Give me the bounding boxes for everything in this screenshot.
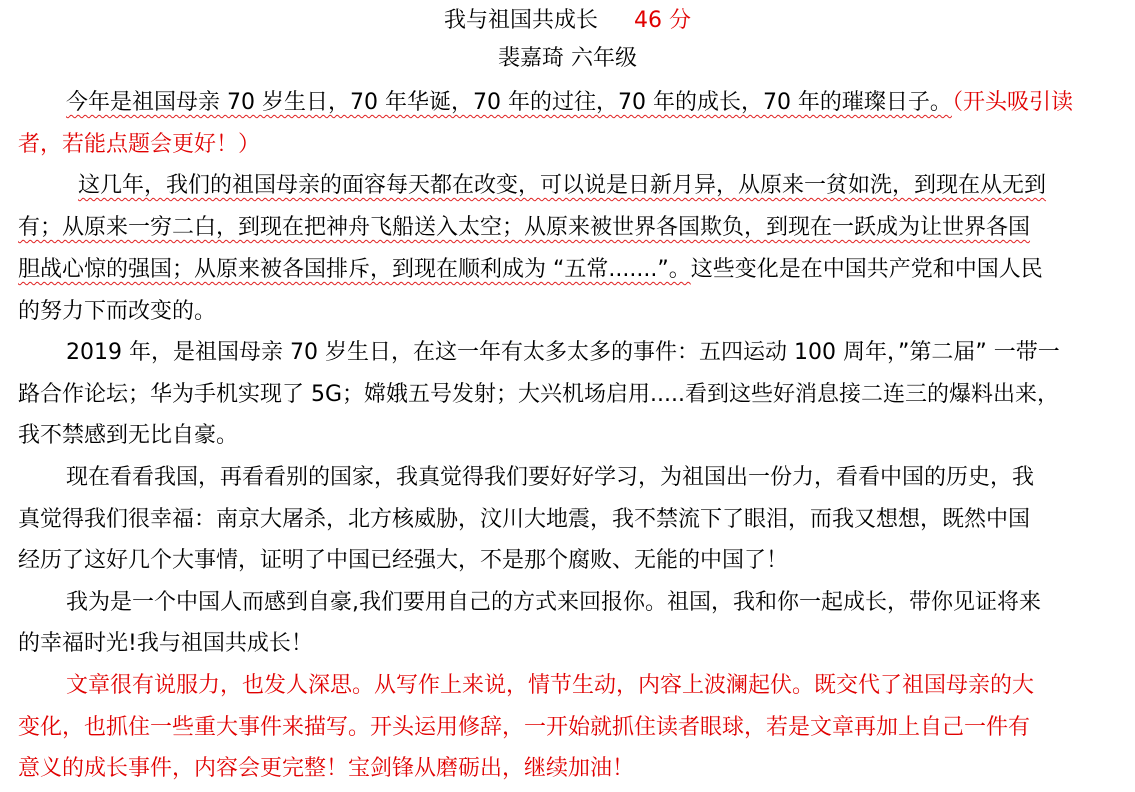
paragraph2-line4: 的努力下而改变的。 — [18, 299, 217, 324]
teacher-comment-line2: 变化，也抓住一些重大事件来描写。开头运用修辞，一开始就抓住读者眼球，若是文章再加上自己一件有 — [18, 715, 1031, 740]
paragraph4-line3: 经历了这好几个大事情，证明了中国已经强大，不是那个腐败、无能的中国了！ — [18, 548, 789, 573]
teacher-comment-line1: 文章很有说服力，也发人深思。从写作上来说，情节生动，内容上波澜起伏。既交代了祖国母亲的大 — [66, 673, 1035, 698]
author-line: 裴嘉琦 六年级 — [498, 46, 637, 71]
paragraph2-line1: 这几年，我们的祖国母亲的面容每天都在改变，可以说是日新月异，从原来一贫如洗，到现在从无到 — [78, 173, 1047, 198]
paragraph2-line3 — [18, 247, 1043, 293]
paragraph2-line3-underlined: 胆战心惊的强国；从原来被各国排斥，到现在顺利成为 “五常.......”。 — [18, 257, 691, 282]
essay-title: 我与祖国共成长 — [443, 8, 598, 33]
paragraph2-line3-rest: 这些变化是在中国共产党和中国人民 — [690, 257, 1043, 282]
paragraph3-line1: 2019 年，是祖国母亲 70 岁生日，在这一年有太多太多的事件：五四运动 100 周年，”第二届” 一带一 — [66, 340, 1060, 365]
paragraph3-line3: 我不禁感到无比自豪。 — [18, 423, 239, 448]
paragraph1-main: 今年是祖国母亲 70 岁生日，70 年华诞，70 年的过往，70 年的成长，70 年的璀璨日子。 — [66, 90, 952, 115]
paragraph1-line1 — [66, 80, 1073, 126]
paragraph1-comment: （开头吸引读 — [951, 90, 1073, 115]
paragraph4-line1: 现在看看我国，再看看别的国家，我真觉得我们要好好学习，为祖国出一份力，看看中国的历史，我 — [66, 465, 1035, 490]
teacher-comment-line3: 意义的成长事件，内容会更完整！宝剑锋从磨砺出，继续加油！ — [18, 756, 635, 781]
score-label: 46 分 — [634, 8, 691, 33]
paragraph2-line2: 有；从原来一穷二白，到现在把神舟飞船送入太空；从原来被世界各国欺负，到现在一跃成为让世界各国 — [18, 215, 1031, 240]
paragraph4-line2: 真觉得我们很幸福：南京大屠杀，北方核威胁，汶川大地震，我不禁流下了眼泪，而我又想想，既然中国 — [18, 507, 1031, 532]
paragraph5-line2: 的幸福时光!我与祖国共成长！ — [18, 631, 313, 656]
paragraph5-line1: 我为是一个中国人而感到自豪,我们要用自己的方式来回报你。祖国，我和你一起成长，带你见证将来 — [66, 590, 1041, 615]
paragraph3-line2: 路合作论坛；华为手机实现了 5G；嫦娥五号发射；大兴机场启用.....看到这些好消息接二连三的爆料出来， — [18, 382, 1060, 407]
paragraph1-line2: 者，若能点题会更好！） — [18, 132, 261, 157]
